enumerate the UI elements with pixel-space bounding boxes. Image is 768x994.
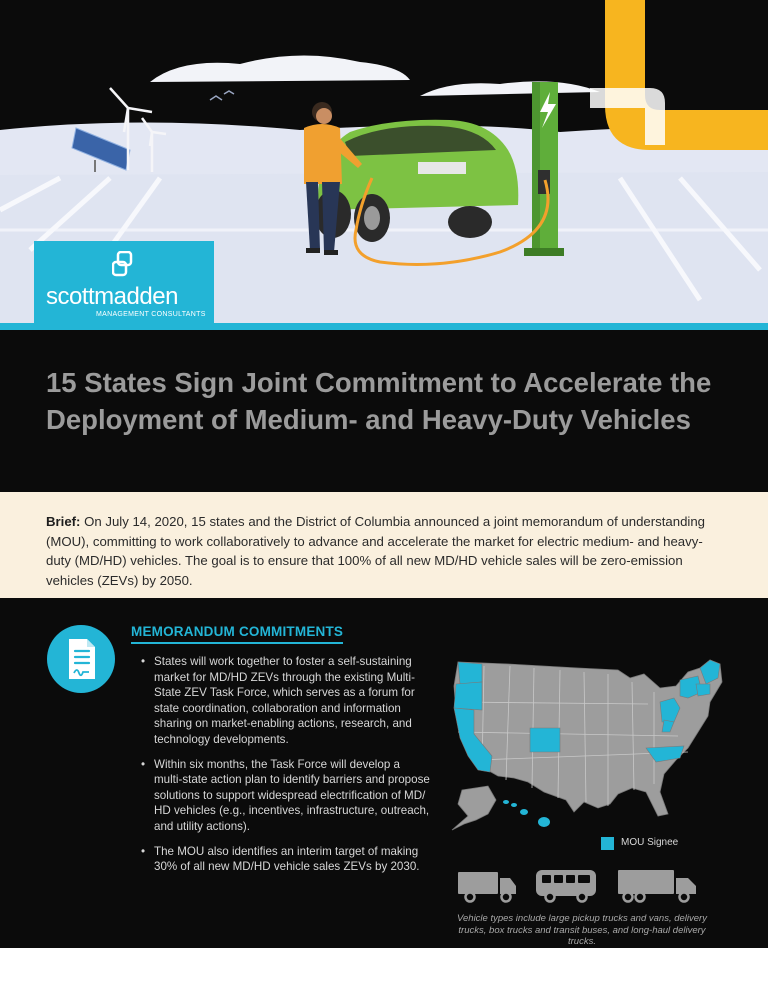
decorative-shape bbox=[605, 0, 768, 150]
document-signature-icon bbox=[47, 625, 115, 693]
list-item: • States will work together to foster a self-sustaining market for MD/HD ZEVs through the existing Multi-State ZEV Task Force, which serves as a forum for state coordination, collaboration and information sharing on market-enabling actions, research, and technology developments. bbox=[140, 654, 430, 748]
cloud bbox=[150, 55, 410, 82]
brief-text: On July 14, 2020, 15 states and the District of Columbia announced a joint memorandum of understanding (MOU), committing to work collaboratively to advance and accelerate the market for electric medium- and heavy-duty (MD/HD) vehicles. The goal is to ensure that 100% of all new MD/HD vehicle sales will be zero-emission vehicles (ZEVs) by 2050. bbox=[46, 514, 706, 588]
brief-section bbox=[0, 492, 768, 598]
legend-label: MOU Signee bbox=[621, 837, 679, 848]
us-map bbox=[448, 652, 738, 837]
vehicle-caption: Vehicle types include large pickup trucks and vans, delivery trucks, box trucks and transit buses, and long-haul delivery trucks. bbox=[457, 913, 707, 948]
logo-wordmark: scottmadden bbox=[46, 283, 178, 310]
logo-tagline: MANAGEMENT CONSULTANTS bbox=[96, 311, 206, 318]
state-hawaii bbox=[503, 800, 550, 827]
state-new-england bbox=[696, 684, 710, 696]
logo-mark-icon bbox=[112, 251, 138, 277]
cloud bbox=[420, 81, 600, 96]
legend-swatch bbox=[601, 837, 614, 850]
state-washington bbox=[458, 662, 482, 684]
box-truck-icon bbox=[458, 872, 516, 902]
commitments-list bbox=[140, 654, 430, 884]
state-oregon bbox=[454, 682, 482, 710]
hero-illustration bbox=[0, 0, 768, 323]
list-item: • The MOU also identifies an interim target of making 30% of all new MD/HD vehicle sales ZEVs by 2030. bbox=[140, 844, 430, 875]
brief-paragraph bbox=[46, 512, 726, 590]
vehicle-icons bbox=[456, 866, 706, 906]
brief-label: Brief: bbox=[46, 514, 81, 529]
list-item: • Within six months, the Task Force will develop a multi-state action plan to identify barriers and propose solutions to support widespread electrification of MD/ HD vehicles (e.g., incentives, infrastructure, outreach, and utility actions). bbox=[140, 757, 430, 835]
birds bbox=[210, 91, 234, 100]
bus-icon bbox=[536, 870, 596, 902]
company-logo bbox=[34, 241, 214, 323]
state-colorado bbox=[530, 728, 560, 752]
state-alaska bbox=[452, 786, 496, 830]
divider bbox=[0, 323, 768, 330]
page-title: 15 States Sign Joint Commitment to Accelerate the Deployment of Medium- and Heavy-Duty Vehicles bbox=[46, 367, 712, 435]
commitments-heading: MEMORANDUM COMMITMENTS bbox=[131, 624, 343, 644]
semi-truck-icon bbox=[618, 870, 696, 902]
